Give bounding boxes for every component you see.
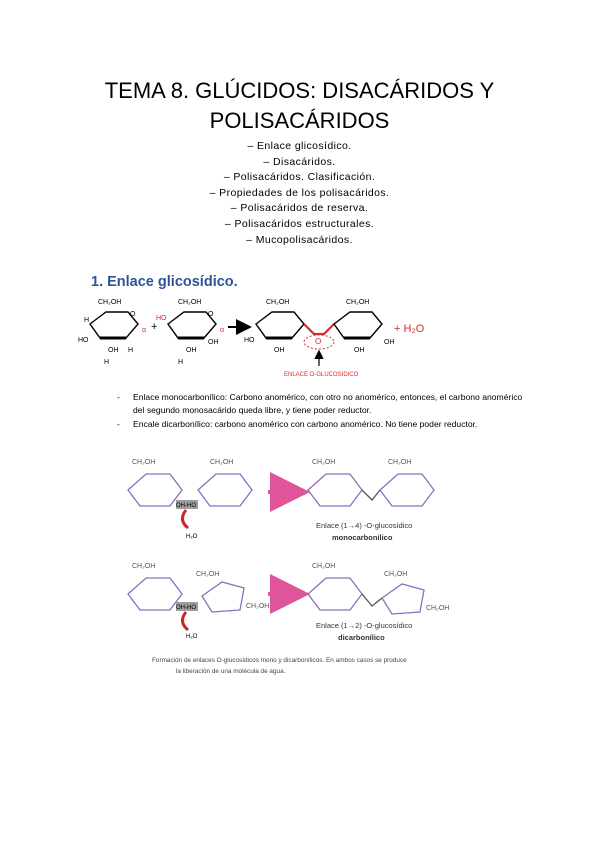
ho-label: HO — [78, 337, 89, 344]
product-ring-1 — [256, 312, 304, 338]
oh-label: OH — [274, 347, 285, 354]
ch2oh-label: CH₂OH — [178, 299, 202, 306]
page-title: TEMA 8. GLÚCIDOS: DISACÁRIDOS Y POLISACÁRIDOS — [104, 78, 495, 133]
ch2oh-label: CH₂OH — [426, 605, 450, 612]
ch2oh-label: CH₂OH — [384, 571, 408, 578]
ho-label: HO — [156, 315, 167, 322]
section-title: Enlace glicosídico. — [107, 274, 238, 290]
product-furanose-2b — [382, 584, 424, 614]
plus-sign: + — [151, 321, 158, 333]
list-item: - Enlace monocarbonílico: Carbono anomérico, con otro no anomérico, entonces, el carbono anomérico del segundo monosacárido queda libre, y tiene poder reductor. — [117, 392, 523, 416]
bond-type-label: Enlace (1→2) -O-glucosídico — [316, 621, 413, 630]
bond-types-figure — [116, 448, 476, 688]
ring-oxygen: O — [208, 311, 214, 318]
alpha-label: α — [220, 327, 225, 334]
toc-item: – Propiedades de los polisacáridos. — [209, 186, 390, 199]
glycosidic-bond — [304, 324, 334, 334]
table-of-contents — [0, 139, 599, 248]
toc-item: – Disacáridos. — [263, 155, 336, 168]
ch2oh-label: CH₂OH — [346, 299, 370, 306]
product-ring-2a — [308, 578, 382, 610]
list-item: - Encale dicarbonílico: carbono anomérico con carbono anomérico. No tiene poder reductor. — [117, 418, 478, 429]
reactant-furanose-2b — [202, 582, 244, 612]
bond-type-name: monocarbonílico — [332, 533, 393, 542]
toc-item: – Polisacáridos de reserva. — [230, 202, 369, 215]
oh-label: OH — [208, 339, 219, 346]
figure-caption: Formación de enlaces O-glucosídicos mono y dicarbonílicos. En ambos casos se produce — [152, 657, 407, 664]
bond-type-label: Enlace (1→4) -O-glucosídico — [316, 521, 413, 530]
oh-label: OH — [384, 339, 395, 346]
section-heading — [91, 274, 238, 290]
ch2oh-label: CH₂OH — [210, 459, 234, 466]
product-ring-1a — [308, 474, 380, 506]
toc-item: – Mucopolisacáridos. — [246, 233, 353, 246]
ch2oh-label: CH₂OH — [98, 299, 122, 306]
h-label: H — [104, 359, 110, 366]
oh-label: OH — [354, 347, 365, 354]
ch2oh-label: CH₂OH — [132, 459, 156, 466]
ch2oh-label: CH₂OH — [246, 603, 270, 610]
alpha-label: α — [142, 327, 147, 334]
toc-item: – Polisacáridos estructurales. — [224, 217, 375, 230]
bridge-oxygen: O — [315, 337, 322, 346]
h-label: H — [178, 359, 184, 366]
section-number: 1. — [91, 274, 104, 290]
h-label: H — [84, 317, 90, 324]
ch2oh-label: CH₂OH — [312, 459, 336, 466]
figure-caption: la liberación de una molécula de agua. — [176, 668, 286, 675]
oh-label: OH — [186, 347, 197, 354]
bullet-list — [117, 391, 527, 431]
glycosidic-bond-figure — [68, 292, 428, 380]
reactant-ring-2a — [128, 578, 182, 610]
ch2oh-label: CH₂OH — [266, 299, 290, 306]
product-ring-2 — [334, 312, 382, 338]
ch2oh-label: CH₂OH — [312, 563, 336, 570]
reactant-ring-1a — [128, 474, 182, 506]
oh-ho-label: OH-HO — [176, 503, 196, 509]
oh-label: OH — [108, 347, 119, 354]
h-label: H — [128, 347, 134, 354]
water-label: H₂O — [186, 534, 198, 540]
toc-item: – Polisacáridos. Clasificación. — [223, 171, 376, 184]
bond-type-name: dicarbonílico — [338, 633, 385, 642]
toc-item: – Enlace glicosídico. — [247, 140, 352, 152]
reactant-ring-1b — [198, 474, 252, 506]
ring-oxygen: O — [130, 311, 136, 318]
water-label: H₂O — [186, 634, 198, 640]
bond-label: ENLACE O-GLUCOSIDICO — [284, 372, 359, 378]
product-ring-1b — [380, 474, 434, 506]
ch2oh-label: CH₂OH — [388, 459, 412, 466]
ho-label: HO — [244, 337, 255, 344]
ch2oh-label: CH₂OH — [132, 563, 156, 570]
water-product: + H₂O — [394, 323, 425, 335]
oh-ho-label: OH-HO — [176, 605, 196, 611]
ch2oh-label: CH₂OH — [196, 571, 220, 578]
